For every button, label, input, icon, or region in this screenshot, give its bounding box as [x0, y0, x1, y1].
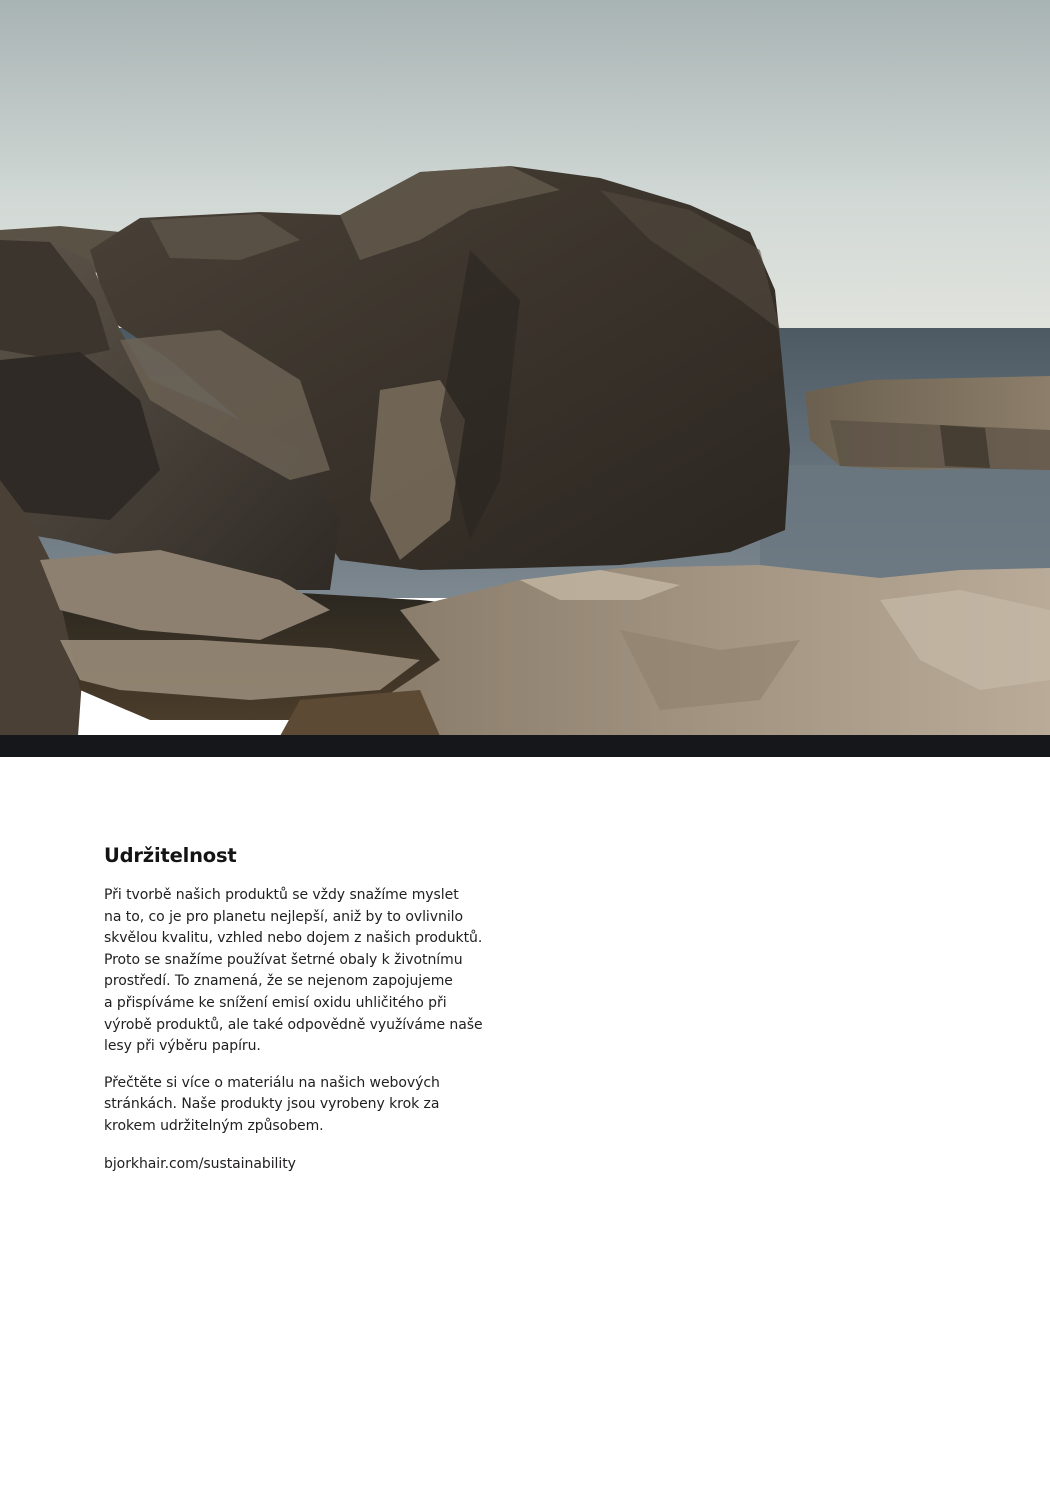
paragraph-line: na to, co je pro planetu nejlepší, aniž by to ovlivnilo — [104, 908, 464, 925]
paragraph-line: Při tvorbě našich produktů se vždy snažíme myslet — [104, 887, 459, 903]
paragraph-line: Proto se snažíme používat šetrné obaly k životnímu — [104, 951, 463, 968]
intro-paragraph — [104, 885, 494, 1058]
paragraph-line: Přečtěte si více o materiálu na našich webových — [104, 1074, 440, 1091]
photo-bottom-band — [0, 735, 1050, 757]
hero-photo — [0, 0, 1050, 736]
paragraph-line: skvělou kvalitu, vzhled nebo dojem z našich produktů. — [104, 930, 483, 947]
paragraph-line: prostředí. To znamená, že se nejenom zapojujeme — [104, 973, 453, 990]
sustainability-section — [104, 842, 494, 1175]
paragraph-line: stránkách. Naše produkty jsou vyrobeny krok za — [104, 1096, 440, 1113]
more-info-paragraph — [104, 1073, 494, 1138]
paragraph-line: a přispíváme ke snížení emisí oxidu uhličitého při — [104, 994, 447, 1011]
section-title: Udržitelnost — [104, 844, 237, 867]
sustainability-link[interactable]: bjorkhair.com/sustainability — [104, 1155, 296, 1172]
paragraph-line: výrobě produktů, ale také odpovědně využíváme naše — [104, 1016, 483, 1033]
paragraph-line: krokem udržitelným způsobem. — [104, 1117, 324, 1134]
paragraph-line: lesy při výběru papíru. — [104, 1038, 261, 1055]
coastal-rocks-image — [0, 0, 1050, 736]
